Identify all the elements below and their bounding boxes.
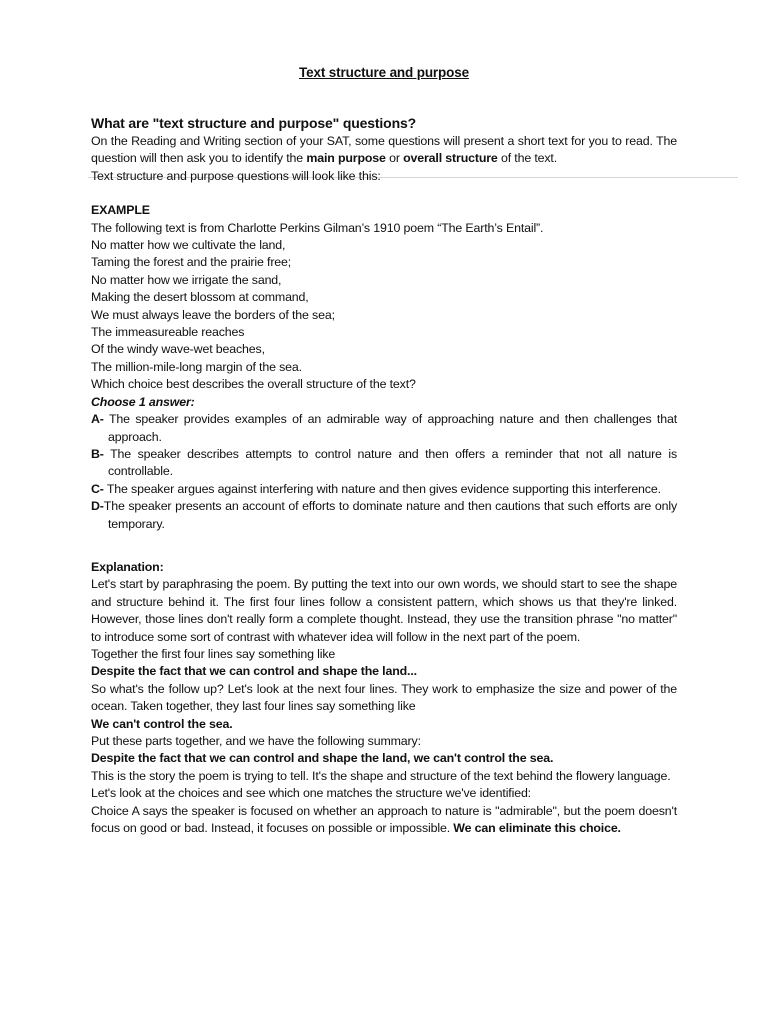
paragraph-4-text: Choice A says the speaker is focused on whether an approach to nature is "admirable", but the poem doesn't focus on good or bad. Instead, it focuses on possible or impossible.	[91, 803, 677, 836]
choice-text: The speaker describes attempts to control nature and then offers a reminder that not all nature is controllable.	[103, 446, 677, 479]
choice-c[interactable]	[91, 481, 677, 498]
choice-text: The speaker presents an account of efforts to dominate nature and then cautions that such efforts are only temporary.	[103, 499, 677, 531]
put-line: Put these parts together, and we have the following summary:	[91, 734, 421, 748]
section-heading: What are "text structure and purpose" questions?	[91, 115, 417, 131]
paragraph-4-bold: We can eliminate this choice.	[453, 821, 621, 836]
poem-line: Taming the forest and the prairie free;	[91, 255, 292, 270]
choose-label: Choose 1 answer:	[91, 394, 195, 409]
intro-paragraph	[91, 133, 677, 168]
choice-a[interactable]	[91, 411, 677, 446]
intro-bold-main-purpose: main purpose	[306, 151, 386, 166]
choice-text: The speaker argues against interfering with nature and then gives evidence supporting this interference.	[103, 481, 661, 496]
document-title: Text structure and purpose	[299, 65, 469, 80]
poem-line: Making the desert blossom at command,	[91, 290, 309, 305]
choice-b[interactable]	[91, 446, 677, 481]
quote-1: Despite the fact that we can control and shape the land...	[91, 664, 417, 679]
intro-text-3: of the text.	[497, 151, 558, 166]
look-line: Let's look at the choices and see which one matches the structure we've identified:	[91, 786, 531, 801]
poem-line: Of the windy wave-wet beaches,	[91, 342, 265, 357]
intro-text-2: or	[385, 151, 404, 166]
poem-line: The immeasureable reaches	[91, 325, 245, 340]
choice-letter: B-	[91, 446, 104, 461]
answer-choices	[91, 411, 677, 533]
document-body	[91, 64, 677, 837]
source-line: The following text is from Charlotte Perkins Gilman’s 1910 poem “The Earth’s Entail”.	[91, 220, 544, 235]
example-heading: EXAMPLE	[91, 203, 150, 218]
choice-letter: A-	[91, 412, 104, 427]
choice-letter: C-	[91, 481, 104, 496]
quote-3: Despite the fact that we can control and shape the land, we can't control the sea.	[91, 751, 554, 766]
poem-line: No matter how we cultivate the land,	[91, 238, 286, 253]
poem	[91, 237, 677, 376]
question-text: Which choice best describes the overall structure of the text?	[91, 377, 416, 392]
intro-bold-overall-structure: overall structure	[403, 151, 498, 166]
intro-text-1: On the Reading and Writing section of your SAT, some questions will present a short text for you to read. The question will then ask you to identify the	[91, 134, 677, 166]
explanation-heading: Explanation:	[91, 559, 164, 574]
explanation-paragraph-1: Let's start by paraphrasing the poem. By putting the text into our own words, we should start to see the shape and structure behind it. The first four lines follow a consistent pattern, which shows us that they're linked. However, those lines don't really form a complete thought. Instead, they use the transition phrase "no matter" to introduce some sort of contrast with whatever idea will follow in the next part of the poem.	[91, 577, 677, 644]
explanation-paragraph-3: This is the story the poem is trying to tell. It's the shape and structure of the text behind the flowery language.	[91, 768, 671, 783]
poem-line: No matter how we irrigate the sand,	[91, 272, 282, 287]
quote-2: We can't control the sea.	[91, 716, 233, 731]
intro-line-2: Text structure and purpose questions will look like this:	[91, 168, 381, 183]
choice-text: The speaker provides examples of an admirable way of approaching nature and then challenges that approach.	[103, 412, 677, 444]
explanation-paragraph-2: So what's the follow up? Let's look at the next four lines. They work to emphasize the size and power of the ocean. Taken together, they last four lines say something like	[91, 681, 677, 714]
poem-line: We must always leave the borders of the sea;	[91, 307, 335, 322]
together-line: Together the first four lines say something like	[91, 646, 336, 661]
poem-line: The million-mile-long margin of the sea.	[91, 359, 302, 374]
choice-letter: D-	[91, 499, 104, 514]
choice-d[interactable]	[91, 498, 677, 533]
explanation-paragraph-4	[91, 803, 677, 838]
